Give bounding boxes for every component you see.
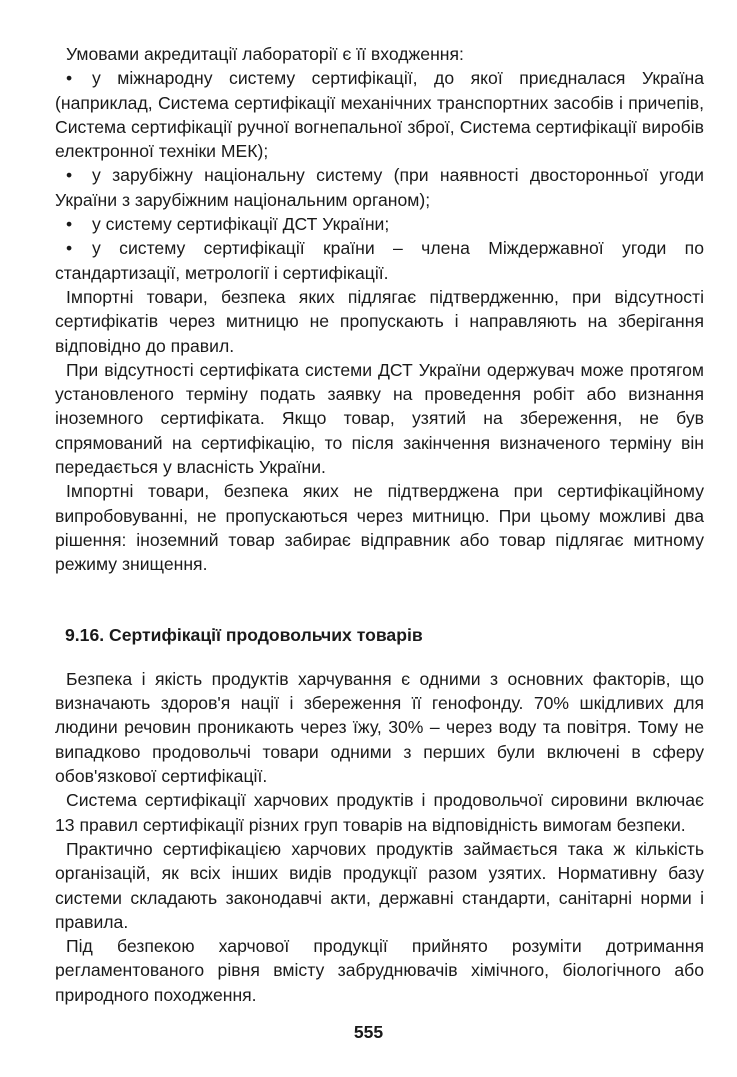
body-paragraph: Безпека і якість продуктів харчування є одними з основних факторів, що визначають здоров'я нації і збереження її генофонду. 70% шкідливих для людини речовин проникають через їжу, 30% – через воду та повітря. Тому не випадково продовольчі товари одними з перших були включені в сферу обов'язкової сертифікації. bbox=[55, 668, 704, 787]
bullet-text: у систему сертифікації ДСТ України; bbox=[92, 214, 390, 235]
document-page bbox=[55, 42, 704, 1007]
intro-paragraph: Умовами акредитації лабораторії є її входження: bbox=[66, 44, 464, 64]
bullet-item bbox=[55, 236, 704, 285]
bullet-text: у зарубіжну національну систему (при наявності двосторонньої угоди України з зарубіжним національним органом); bbox=[55, 165, 704, 210]
bullet-item bbox=[55, 66, 704, 163]
bullet-icon: • bbox=[66, 165, 73, 186]
bullet-icon: • bbox=[66, 238, 73, 259]
section-heading: 9.16. Сертифікації продовольчих товарів bbox=[65, 624, 423, 645]
bullet-icon: • bbox=[66, 214, 73, 235]
body-paragraph: Під безпекою харчової продукції прийнято розуміти дотримання регламентованого рівня вмісту забруднювачів хімічного, біологічного або природного походження. bbox=[55, 936, 704, 1005]
body-paragraph: При відсутності сертифіката системи ДСТ України одержувач може протягом установленого терміну подать заявку на проведення робіт або визнання іноземного сертифіката. Якщо товар, узятий на збереження, не був спрямований на сертифікацію, то після закінчення визначеного терміну він передається у власність України. bbox=[55, 359, 704, 478]
bullet-icon: • bbox=[66, 68, 73, 89]
body-paragraph: Практично сертифікацією харчових продуктів займається така ж кількість організацій, як всіх інших видів продукції разом узятих. Нормативну базу системи складають законодавчі акти, державні стандарти, санітарні норми і правила. bbox=[55, 838, 704, 932]
bullet-item bbox=[55, 212, 704, 236]
body-paragraph: Імпортні товари, безпека яких не підтверджена при сертифікаційному випробовуванні, не пропускаються через митницю. При цьому можливі два рішення: іноземний товар забирає відправник або товар підлягає митному режиму знищення. bbox=[55, 481, 704, 575]
body-paragraph: Система сертифікації харчових продуктів і продовольчої сировини включає 13 правил сертифікації різних груп товарів на відповідність вимогам безпеки. bbox=[55, 790, 704, 835]
bullet-item bbox=[55, 163, 704, 212]
page-number: 555 bbox=[353, 1022, 384, 1042]
body-paragraph: Імпортні товари, безпека яких підлягає підтвердженню, при відсутності сертифікатів через митницю не пропускають і направляють на зберігання відповідно до правил. bbox=[55, 286, 704, 356]
bullet-text: у міжнародну систему сертифікації, до якої приєдналася Україна (наприклад, Система сертифікації механічних транспортних засобів і причепів, Система сертифікації ручної вогнепальної зброї, Система сертифікації виробів електронної техніки МЕК); bbox=[55, 68, 704, 162]
bullet-text: у систему сертифікації країни – члена Міждержавної угоди по стандартизації, метрології і сертифікації. bbox=[55, 238, 704, 283]
